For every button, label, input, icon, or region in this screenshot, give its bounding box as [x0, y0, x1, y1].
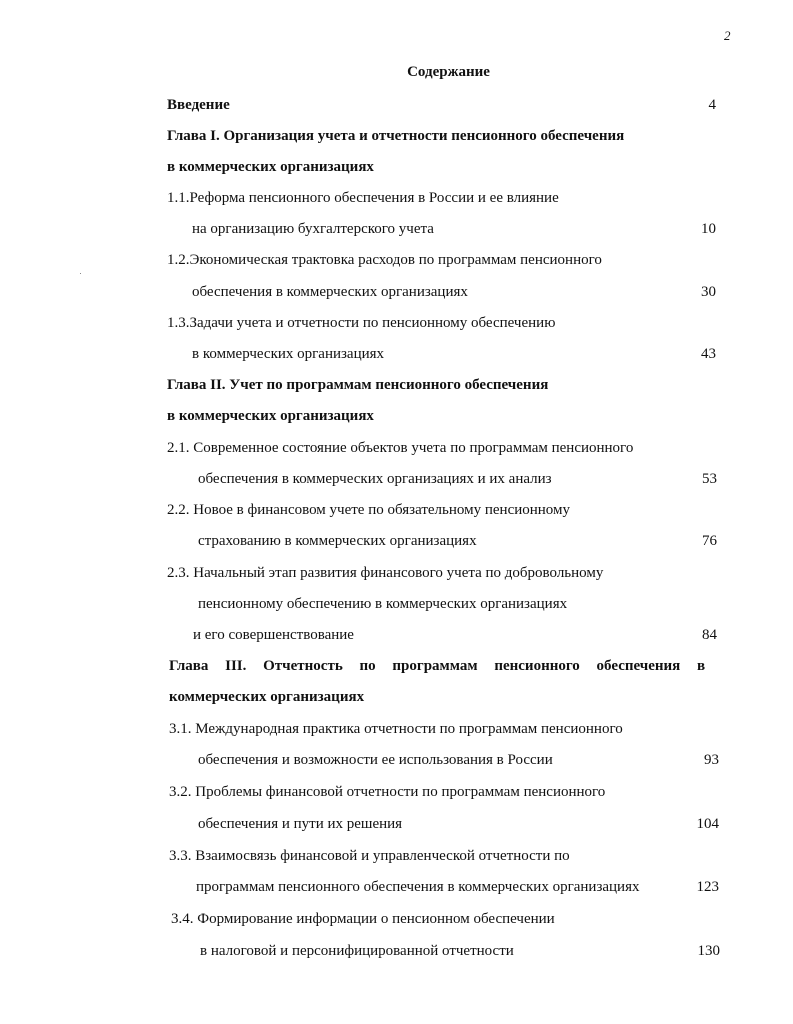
- toc-3-3-page: 123: [696, 879, 719, 895]
- toc-3-1-line2: обеспечения и возможности ее использования в России: [198, 752, 553, 768]
- toc-2-1-page: 53: [702, 471, 717, 487]
- toc-1-2-line2: обеспечения в коммерческих организациях: [192, 284, 468, 300]
- toc-ch2-heading-line2: в коммерческих организациях: [167, 408, 374, 424]
- toc-2-3-line3: и его совершенствование: [193, 627, 354, 643]
- toc-1-1-line2: на организацию бухгалтерского учета: [192, 221, 434, 237]
- toc-3-2-page: 104: [696, 816, 719, 832]
- toc-2-2-line2: страхованию в коммерческих организациях: [198, 533, 477, 549]
- toc-3-1-line1: 3.1. Международная практика отчетности по программам пенсионного: [169, 721, 623, 737]
- toc-2-1-line2: обеспечения в коммерческих организациях и их анализ: [198, 471, 552, 487]
- toc-3-4-line1: 3.4. Формирование информации о пенсионном обеспечении: [171, 911, 555, 927]
- toc-3-2-line1: 3.2. Проблемы финансовой отчетности по программам пенсионного: [169, 784, 606, 800]
- toc-3-2-line2: обеспечения и пути их решения: [198, 816, 403, 832]
- toc-3-4-line2: в налоговой и персонифицированной отчетности: [200, 943, 514, 959]
- toc-2-1-line1: 2.1. Современное состояние объектов учета по программам пенсионного: [167, 440, 634, 456]
- toc-ch3-heading-line1: Глава III. Отчетность по программам пенсионного обеспечения в: [169, 658, 706, 674]
- page-number: 2: [724, 28, 731, 43]
- toc-3-4-page: 130: [697, 943, 720, 959]
- scan-speck: [80, 273, 81, 274]
- toc-1-3-page: 43: [701, 346, 716, 362]
- toc-3-3-line1: 3.3. Взаимосвязь финансовой и управленческой отчетности по: [169, 848, 570, 864]
- toc-2-2-line1: 2.2. Новое в финансовом учете по обязательному пенсионному: [167, 502, 571, 518]
- toc-2-3-line2: пенсионному обеспечению в коммерческих организациях: [198, 596, 568, 612]
- toc-1-2-line1: 1.2.Экономическая трактовка расходов по программам пенсионного: [167, 252, 602, 268]
- toc-2-3-page: 84: [702, 627, 717, 643]
- toc-1-2-page: 30: [701, 284, 716, 300]
- toc-3-3-line2: программам пенсионного обеспечения в коммерческих организациях: [196, 879, 640, 895]
- toc-intro-label: Введение: [167, 97, 230, 113]
- toc-1-1-page: 10: [701, 221, 716, 237]
- toc-1-3-line1: 1.3.Задачи учета и отчетности по пенсионному обеспечению: [167, 315, 556, 331]
- toc-ch2-heading-line1: Глава II. Учет по программам пенсионного обеспечения: [167, 377, 549, 393]
- toc-1-1-line1: 1.1.Реформа пенсионного обеспечения в России и ее влияние: [167, 190, 559, 206]
- toc-ch1-heading-line2: в коммерческих организациях: [167, 159, 374, 175]
- toc-1-3-line2: в коммерческих организациях: [192, 346, 385, 362]
- page-title: Содержание: [407, 64, 490, 80]
- toc-ch1-heading-line1: Глава I. Организация учета и отчетности пенсионного обеспечения: [167, 128, 625, 144]
- toc-intro-page: 4: [708, 97, 716, 113]
- toc-2-3-line1: 2.3. Начальный этап развития финансового учета по добровольному: [167, 565, 604, 581]
- toc-ch3-heading-line2: коммерческих организациях: [169, 689, 365, 705]
- toc-2-2-page: 76: [702, 533, 717, 549]
- toc-3-1-page: 93: [704, 752, 719, 768]
